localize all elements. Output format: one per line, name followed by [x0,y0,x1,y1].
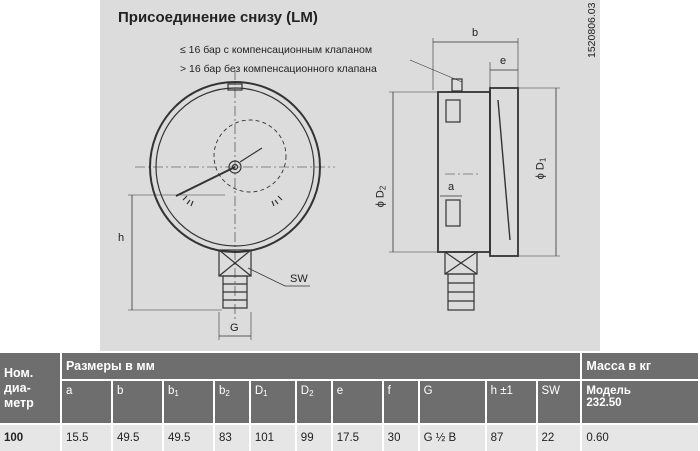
cell-a: 15.5 [61,424,112,451]
drawing-code: 1520806.03 [586,2,598,58]
drawing-title: Присоединение снизу (LM) [118,9,318,26]
valve-note-1: ≤ 16 бар с компенсационным клапаном [180,44,373,56]
cell-b1: 49.5 [163,424,214,451]
dim-d1-sub: 1 [538,157,548,163]
dim-h: h [118,232,125,244]
table-header-row-2 [0,380,699,424]
cell-d1: 101 [250,424,296,451]
dim-sw: SW [290,273,308,285]
cell-mass: 0.60 [581,424,699,451]
cell-f: 30 [383,424,419,451]
dim-b: b [472,27,479,39]
dim-d2 [370,185,392,208]
col-b2-sub: 2 [225,389,230,398]
valve-note-2: > 16 бар без компенсационного клапана [180,63,377,75]
dim-d1 [530,157,552,180]
cell-e: 17.5 [332,424,383,451]
table-row [0,424,699,451]
dim-d1-text: ϕ D [534,162,547,180]
cell-h: 87 [486,424,537,451]
col-e: e [332,380,383,424]
header-mass: Масса в кг [581,353,699,380]
col-d2 [296,380,332,424]
col-model-line-1: Модель [586,385,631,397]
col-h: h ±1 [486,380,537,424]
col-b: b [112,380,163,424]
header-nominal-line-2: диа- [4,380,31,395]
col-g: G [419,380,486,424]
cell-b2: 83 [214,424,250,451]
dim-g: G [230,322,239,334]
header-nominal-diameter [0,353,61,424]
col-model-line-2: 232.50 [586,397,622,409]
col-d1-sub: 1 [263,389,268,398]
cell-g: G ½ B [419,424,486,451]
col-b2-text: b [218,385,226,397]
col-d1-text: D [254,385,264,397]
col-model [581,380,699,424]
col-b2 [214,380,250,424]
dim-a: a [448,181,455,193]
col-d2-text: D [300,385,310,397]
cell-b: 49.5 [112,424,163,451]
col-d2-sub: 2 [309,389,314,398]
dim-e: e [500,55,507,67]
col-b1 [163,380,214,424]
dim-d2-sub: 2 [378,185,388,191]
col-b1-sub: 1 [174,389,179,398]
col-sw: SW [537,380,582,424]
cell-d2: 99 [296,424,332,451]
col-b1-text: b [167,385,175,397]
dim-d2-text: ϕ D [374,190,387,208]
header-dimensions: Размеры в мм [61,353,581,380]
header-nominal-line-1: Ном. [4,365,34,380]
col-a: a [61,380,112,424]
table-header-row-1 [0,353,699,380]
header-nominal-line-3: метр [4,395,34,410]
spec-table [0,353,700,451]
col-d1 [250,380,296,424]
cell-sw: 22 [537,424,582,451]
col-f: f [383,380,419,424]
cell-nominal: 100 [0,424,61,451]
